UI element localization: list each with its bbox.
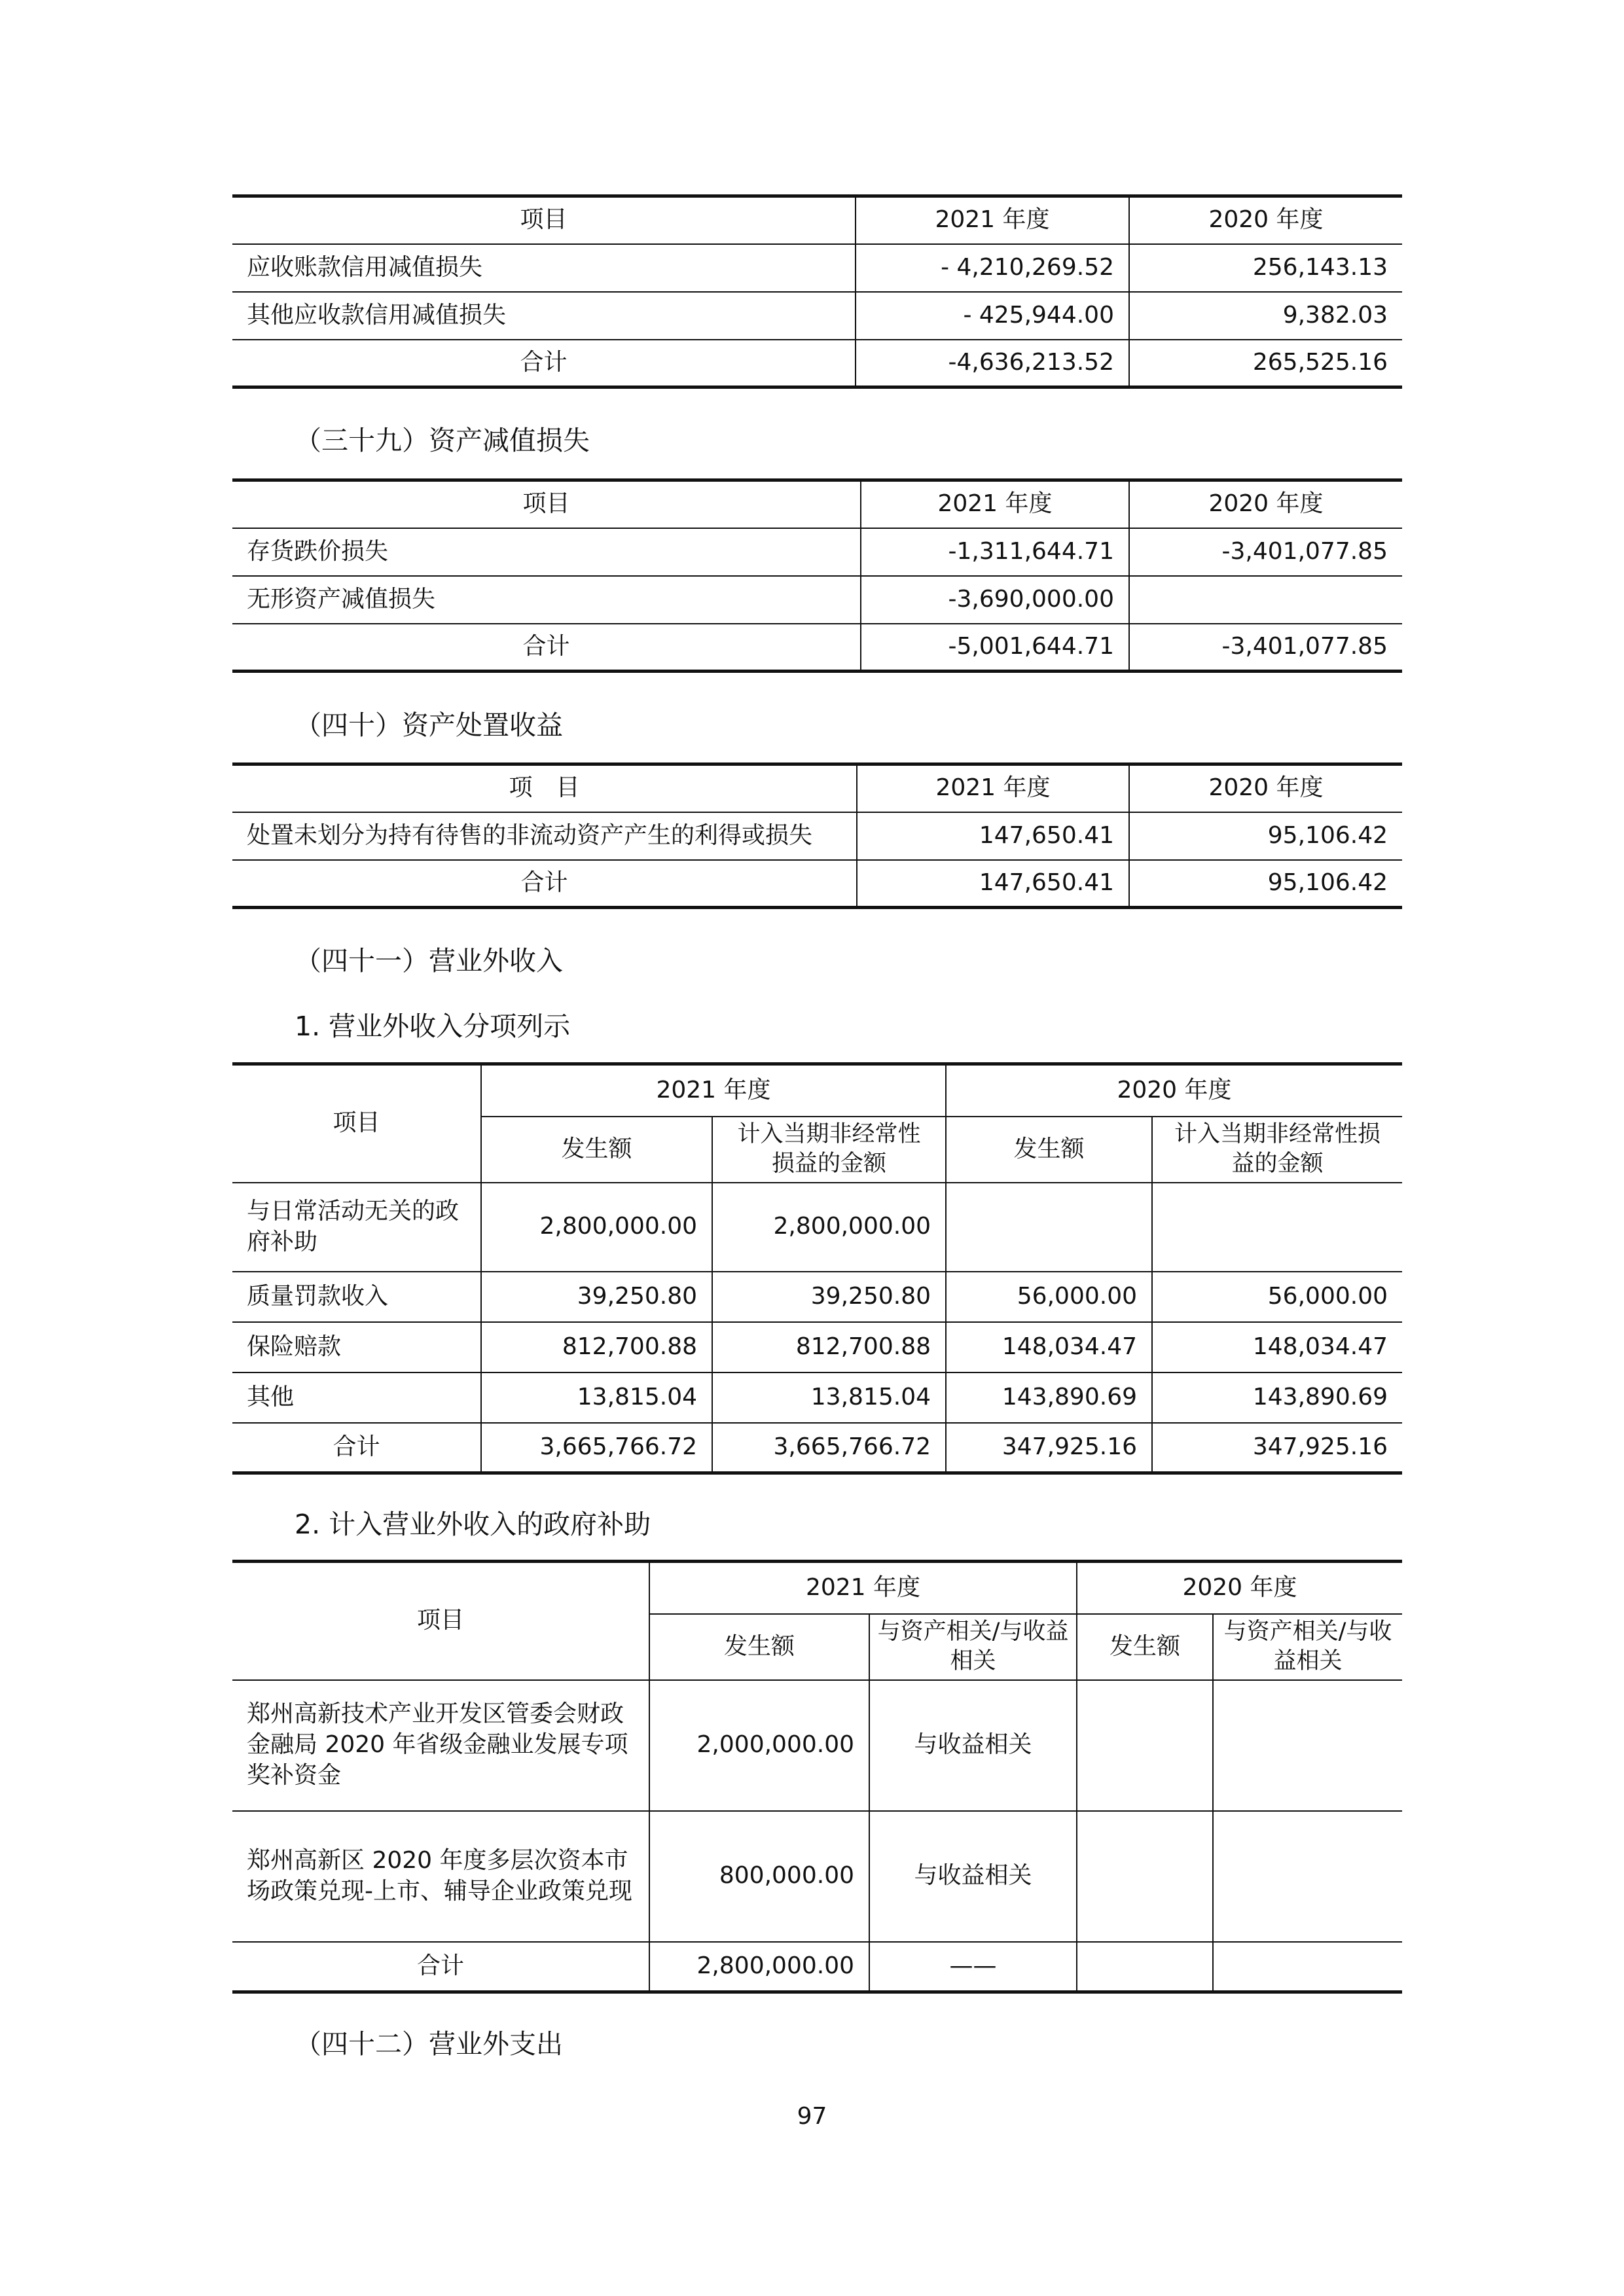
row-label: 处置未划分为持有待售的非流动资产产生的利得或损失 (232, 812, 857, 860)
nonrecurring-2020: 148,034.47 (1152, 1322, 1402, 1372)
value-2020: -3,401,077.85 (1129, 528, 1402, 576)
header-2020: 2020 年度 (1077, 1562, 1402, 1614)
section-heading-42: （四十二）营业外支出 (295, 2028, 563, 2060)
total-related-2021: —— (869, 1942, 1077, 1992)
subheader-amount-2021: 发生额 (481, 1117, 712, 1183)
row-label: 存货跌价损失 (232, 528, 861, 576)
total-label: 合计 (232, 624, 861, 672)
value-2020: 9,382.03 (1129, 292, 1402, 340)
header-2020: 2020 年度 (1129, 764, 1402, 812)
total-2020: 95,106.42 (1129, 860, 1402, 908)
section-heading-41: （四十一）营业外收入 (295, 945, 563, 977)
asset-impairment-table (232, 478, 1402, 673)
nonrecurring-2021: 39,250.80 (712, 1272, 946, 1322)
related-2020 (1213, 1811, 1402, 1942)
non-operating-income-table (232, 1062, 1402, 1475)
related-2020 (1213, 1680, 1402, 1811)
header-item: 项目 (232, 196, 856, 244)
header-2021: 2021 年度 (856, 196, 1129, 244)
total-row (232, 340, 1402, 387)
table-row (232, 1272, 1402, 1322)
nonrecurring-2020: 143,890.69 (1152, 1372, 1402, 1423)
amount-2021: 812,700.88 (481, 1322, 712, 1372)
amount-2020 (1077, 1811, 1213, 1942)
page-number: 97 (797, 2103, 827, 2130)
header-2020: 2020 年度 (946, 1064, 1402, 1117)
total-label: 合计 (232, 1423, 481, 1473)
nonrecurring-2020: 56,000.00 (1152, 1272, 1402, 1322)
value-2021: - 4,210,269.52 (856, 244, 1129, 292)
amount-2020: 148,034.47 (946, 1322, 1152, 1372)
total-row (232, 860, 1402, 908)
table-row (232, 1680, 1402, 1811)
table-header-row (232, 480, 1402, 528)
subheader-nonrecurring-2020: 计入当期非经常性损益的金额 (1152, 1117, 1402, 1183)
header-item: 项 目 (232, 764, 857, 812)
total-amount-2020: 347,925.16 (946, 1423, 1152, 1473)
total-amount-2020 (1077, 1942, 1213, 1992)
total-2020: 265,525.16 (1129, 340, 1402, 387)
subheader-related-2020: 与资产相关/与收益相关 (1213, 1614, 1402, 1680)
table-row (232, 812, 1402, 860)
table-row (232, 528, 1402, 576)
total-label: 合计 (232, 1942, 649, 1992)
row-label: 与日常活动无关的政府补助 (232, 1183, 481, 1272)
total-2021: 147,650.41 (857, 860, 1129, 908)
total-row (232, 1942, 1402, 1992)
header-2020: 2020 年度 (1129, 480, 1402, 528)
header-2021: 2021 年度 (481, 1064, 946, 1117)
amount-2021: 39,250.80 (481, 1272, 712, 1322)
table-header-row (232, 1562, 1402, 1614)
total-label: 合计 (232, 860, 857, 908)
row-label: 郑州高新区 2020 年度多层次资本市场政策兑现-上市、辅导企业政策兑现 (232, 1811, 649, 1942)
table-row (232, 292, 1402, 340)
amount-2021: 2,800,000.00 (481, 1183, 712, 1272)
nonrecurring-2021: 812,700.88 (712, 1322, 946, 1372)
value-2021: - 425,944.00 (856, 292, 1129, 340)
amount-2021: 800,000.00 (649, 1811, 869, 1942)
row-label: 应收账款信用减值损失 (232, 244, 856, 292)
row-label: 其他 (232, 1372, 481, 1423)
table-header-row (232, 1064, 1402, 1117)
table-row (232, 1183, 1402, 1272)
nonrecurring-2021: 13,815.04 (712, 1372, 946, 1423)
subheader-amount-2020: 发生额 (1077, 1614, 1213, 1680)
total-row (232, 624, 1402, 672)
credit-impairment-table (232, 194, 1402, 389)
nonrecurring-2021: 2,800,000.00 (712, 1183, 946, 1272)
related-2021: 与收益相关 (869, 1680, 1077, 1811)
subheader-related-2021: 与资产相关/与收益相关 (869, 1614, 1077, 1680)
header-item: 项目 (232, 480, 861, 528)
header-2021: 2021 年度 (861, 480, 1129, 528)
subheading-41-2: 2. 计入营业外收入的政府补助 (295, 1509, 651, 1540)
nonrecurring-2020 (1152, 1183, 1402, 1272)
amount-2020 (946, 1183, 1152, 1272)
row-label: 质量罚款收入 (232, 1272, 481, 1322)
subheading-41-1: 1. 营业外收入分项列示 (295, 1011, 571, 1042)
total-nonrecurring-2020: 347,925.16 (1152, 1423, 1402, 1473)
value-2021: 147,650.41 (857, 812, 1129, 860)
total-2021: -4,636,213.52 (856, 340, 1129, 387)
value-2020: 256,143.13 (1129, 244, 1402, 292)
amount-2021: 2,000,000.00 (649, 1680, 869, 1811)
section-heading-39: （三十九）资产减值损失 (295, 425, 590, 456)
table-row (232, 576, 1402, 624)
value-2020: 95,106.42 (1129, 812, 1402, 860)
total-nonrecurring-2021: 3,665,766.72 (712, 1423, 946, 1473)
asset-disposal-table (232, 762, 1402, 909)
total-2021: -5,001,644.71 (861, 624, 1129, 672)
subheader-amount-2021: 发生额 (649, 1614, 869, 1680)
amount-2020: 143,890.69 (946, 1372, 1152, 1423)
government-subsidy-table (232, 1560, 1402, 1994)
related-2021: 与收益相关 (869, 1811, 1077, 1942)
total-related-2020 (1213, 1942, 1402, 1992)
value-2021: -3,690,000.00 (861, 576, 1129, 624)
table-row (232, 1811, 1402, 1942)
header-2020: 2020 年度 (1129, 196, 1402, 244)
amount-2020 (1077, 1680, 1213, 1811)
subheader-nonrecurring-2021: 计入当期非经常性损益的金额 (712, 1117, 946, 1183)
subheader-amount-2020: 发生额 (946, 1117, 1152, 1183)
table-row (232, 1322, 1402, 1372)
value-2021: -1,311,644.71 (861, 528, 1129, 576)
amount-2021: 13,815.04 (481, 1372, 712, 1423)
table-row (232, 1372, 1402, 1423)
section-heading-40: （四十）资产处置收益 (295, 709, 563, 741)
row-label: 保险赔款 (232, 1322, 481, 1372)
total-amount-2021: 2,800,000.00 (649, 1942, 869, 1992)
row-label: 其他应收款信用减值损失 (232, 292, 856, 340)
total-2020: -3,401,077.85 (1129, 624, 1402, 672)
table-row (232, 244, 1402, 292)
header-2021: 2021 年度 (649, 1562, 1077, 1614)
total-row (232, 1423, 1402, 1473)
value-2020 (1129, 576, 1402, 624)
header-item: 项目 (232, 1064, 481, 1183)
table-header-row (232, 196, 1402, 244)
table-header-row (232, 764, 1402, 812)
header-item: 项目 (232, 1562, 649, 1680)
row-label: 郑州高新技术产业开发区管委会财政金融局 2020 年省级金融业发展专项奖补资金 (232, 1680, 649, 1811)
row-label: 无形资产减值损失 (232, 576, 861, 624)
header-2021: 2021 年度 (857, 764, 1129, 812)
total-label: 合计 (232, 340, 856, 387)
amount-2020: 56,000.00 (946, 1272, 1152, 1322)
total-amount-2021: 3,665,766.72 (481, 1423, 712, 1473)
